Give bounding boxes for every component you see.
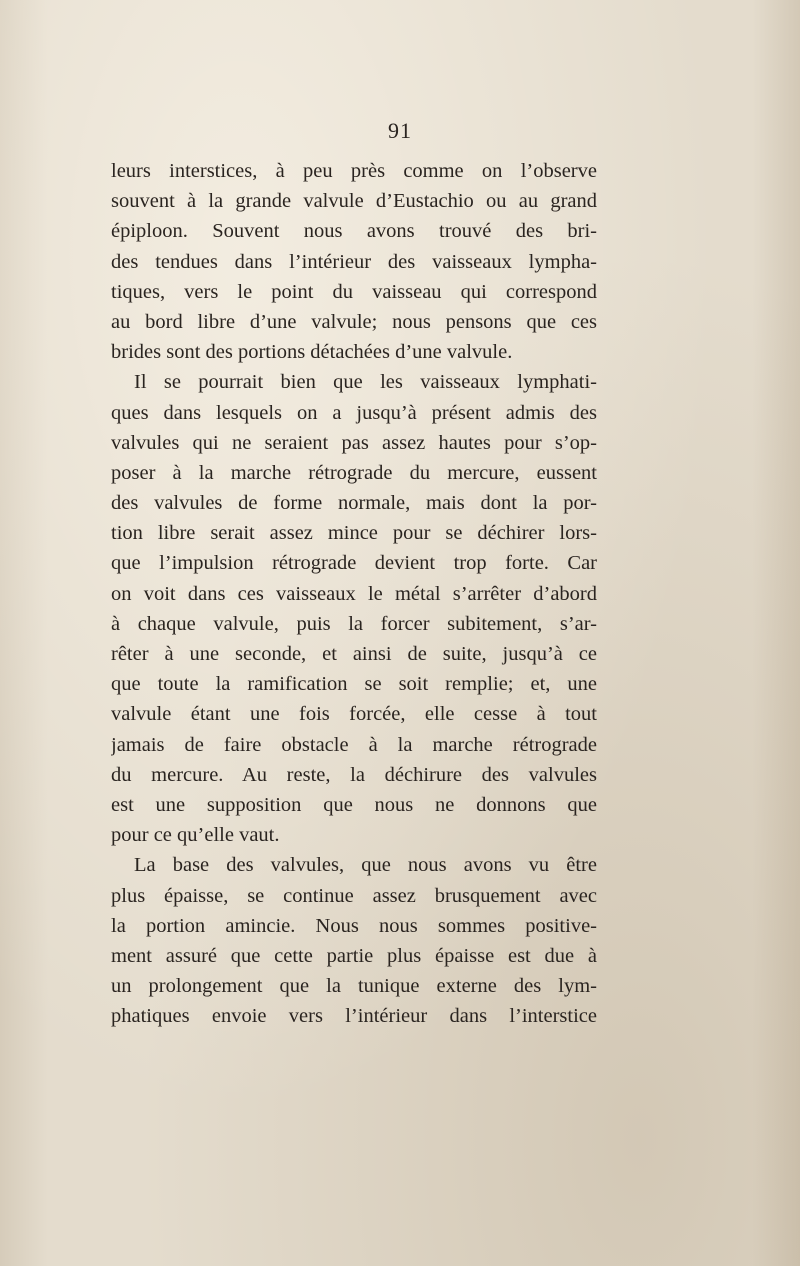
text-line: tion libre serait assez mince pour se déchirer lors- bbox=[111, 522, 597, 545]
text-line: rêter à une seconde, et ainsi de suite, jusqu’à ce bbox=[111, 643, 597, 665]
text-line: est une supposition que nous ne donnons que bbox=[111, 793, 597, 816]
text-line: pour ce qu’elle vaut. bbox=[111, 824, 280, 847]
text-line: brides sont des portions détachées d’une valvule. bbox=[111, 341, 513, 364]
text-line: un prolongement que la tunique externe des lym- bbox=[111, 975, 597, 998]
text-line: des tendues dans l’intérieur des vaisseaux lympha- bbox=[111, 250, 597, 273]
text-line: épiploon. Souvent nous avons trouvé des bri- bbox=[111, 220, 597, 243]
page-number: 91 bbox=[388, 118, 412, 143]
text-line: du mercure. Au reste, la déchirure des valvules bbox=[111, 763, 597, 786]
text-line: à chaque valvule, puis la forcer subitement, s’ar- bbox=[111, 612, 597, 635]
text-line: jamais de faire obstacle à la marche rétrograde bbox=[111, 733, 597, 756]
text-line: au bord libre d’une valvule; nous pensons que ces bbox=[111, 310, 597, 333]
text-line: souvent à la grande valvule d’Eustachio ou au grand bbox=[111, 190, 597, 213]
text-line: que toute la ramification se soit remplie; et, une bbox=[111, 673, 597, 696]
text-line: la portion amincie. Nous nous sommes positive- bbox=[111, 914, 597, 937]
text-line: La base des valvules, que nous avons vu être bbox=[134, 854, 597, 877]
text-line: valvule étant une fois forcée, elle cesse à tout bbox=[111, 703, 597, 726]
text-line: plus épaisse, se continue assez brusquement avec bbox=[111, 884, 597, 907]
text-line: tiques, vers le point du vaisseau qui correspond bbox=[111, 280, 597, 303]
text-line: Il se pourrait bien que les vaisseaux lymphati- bbox=[134, 371, 597, 394]
text-line: phatiques envoie vers l’intérieur dans l’interstice bbox=[111, 1005, 597, 1028]
text-line: que l’impulsion rétrograde devient trop forte. Car bbox=[111, 552, 597, 575]
text-line: des valvules de forme normale, mais dont la por- bbox=[111, 492, 597, 515]
text-line: valvules qui ne seraient pas assez hautes pour s’op- bbox=[111, 431, 597, 454]
text-line: leurs interstices, à peu près comme on l’observe bbox=[111, 160, 597, 182]
text-line: ques dans lesquels on a jusqu’à présent admis des bbox=[111, 401, 597, 424]
body-text bbox=[111, 156, 597, 1031]
text-line: poser à la marche rétrograde du mercure, eussent bbox=[111, 461, 597, 484]
text-line: on voit dans ces vaisseaux le métal s’arrêter d’abord bbox=[111, 582, 597, 605]
text-line: ment assuré que cette partie plus épaisse est due à bbox=[111, 944, 597, 967]
